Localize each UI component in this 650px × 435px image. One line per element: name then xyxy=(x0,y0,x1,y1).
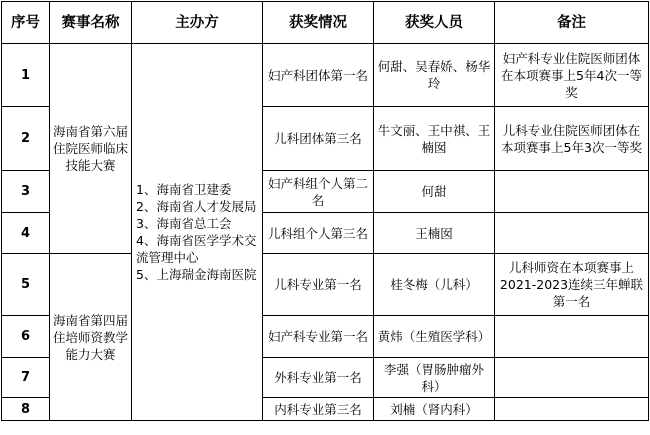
award-cell: 内科专业第三名 xyxy=(263,398,374,421)
award-cell: 妇产科专业第一名 xyxy=(263,316,374,358)
event-cell-1: 海南省第六届住院医师临床技能大赛 xyxy=(50,44,132,254)
header-award: 获奖情况 xyxy=(263,2,374,44)
note-cell xyxy=(495,358,649,398)
header-note: 备注 xyxy=(495,2,649,44)
organizer-cell: 1、海南省卫建委 2、海南省人才发展局 3、海南省总工会 4、海南省医学学术交流管理中心 5、上海瑞金海南医院 xyxy=(132,44,263,421)
seq-cell: 8 xyxy=(2,398,50,421)
people-cell: 何甜 xyxy=(374,171,495,213)
note-cell xyxy=(495,316,649,358)
note-cell: 儿科专业住院医师团体在本项赛事上5年3次一等奖 xyxy=(495,107,649,171)
seq-cell: 2 xyxy=(2,107,50,171)
header-people: 获奖人员 xyxy=(374,2,495,44)
award-cell: 外科专业第一名 xyxy=(263,358,374,398)
award-cell: 儿科专业第一名 xyxy=(263,254,374,316)
note-cell: 儿科师资在本项赛事上2021-2023连续三年蝉联第一名 xyxy=(495,254,649,316)
header-organizer: 主办方 xyxy=(132,2,263,44)
note-cell: 妇产科专业住院医师团体在本项赛事上5年4次一等奖 xyxy=(495,44,649,107)
awards-table xyxy=(1,1,649,421)
table-row xyxy=(2,254,649,316)
header-seq: 序号 xyxy=(2,2,50,44)
event-cell-2: 海南省第四届住培师资教学能力大赛 xyxy=(50,254,132,421)
seq-cell: 7 xyxy=(2,358,50,398)
seq-cell: 4 xyxy=(2,213,50,254)
award-cell: 儿科组个人第三名 xyxy=(263,213,374,254)
header-row xyxy=(2,2,649,44)
people-cell: 李强（胃肠肿瘤外科） xyxy=(374,358,495,398)
award-cell: 妇产科团体第一名 xyxy=(263,44,374,107)
seq-cell: 3 xyxy=(2,171,50,213)
people-cell: 牛文丽、王中祺、王楠囡 xyxy=(374,107,495,171)
note-cell xyxy=(495,398,649,421)
seq-cell: 6 xyxy=(2,316,50,358)
award-cell: 妇产科组个人第二名 xyxy=(263,171,374,213)
note-cell xyxy=(495,171,649,213)
people-cell: 刘楠（肾内科） xyxy=(374,398,495,421)
people-cell: 何甜、吴春娇、杨华玲 xyxy=(374,44,495,107)
table-row xyxy=(2,44,649,107)
people-cell: 桂冬梅（儿科） xyxy=(374,254,495,316)
header-event: 赛事名称 xyxy=(50,2,132,44)
people-cell: 王楠囡 xyxy=(374,213,495,254)
award-cell: 儿科团体第三名 xyxy=(263,107,374,171)
people-cell: 黄炜（生殖医学科） xyxy=(374,316,495,358)
seq-cell: 1 xyxy=(2,44,50,107)
note-cell xyxy=(495,213,649,254)
seq-cell: 5 xyxy=(2,254,50,316)
